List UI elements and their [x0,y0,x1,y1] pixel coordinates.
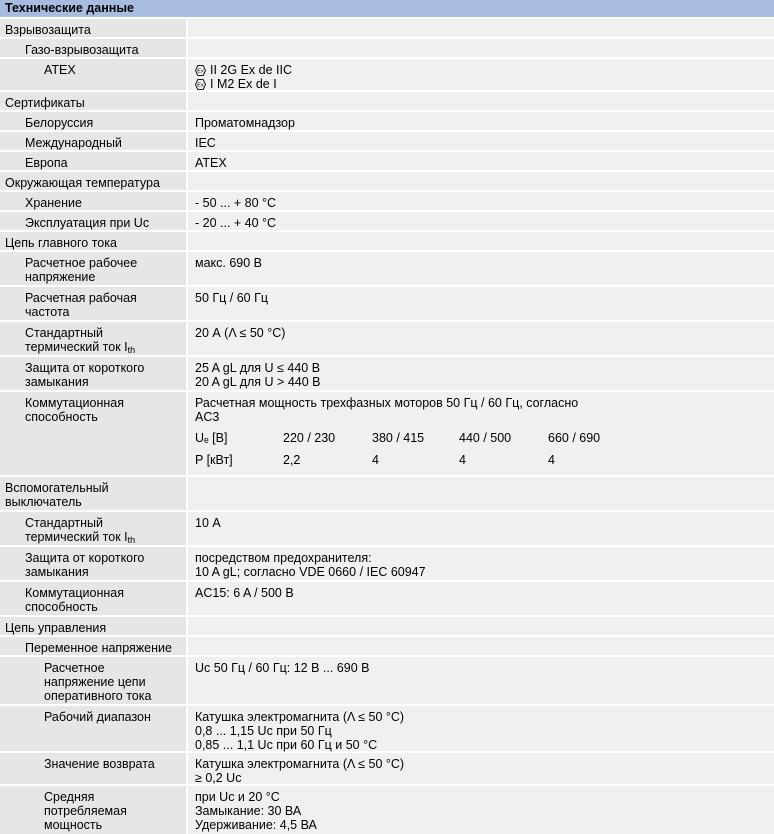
page-title-text: Технические данные [5,1,134,15]
thermal-current-label-2: термический ток I [25,340,128,354]
row-aux-thermal [0,512,774,545]
p-header: P [кВт] [195,453,233,467]
certificates-label: Сертификаты [5,96,85,110]
return-value-2: ≥ 0,2 Uc [195,771,242,785]
thermal-current-label-1: Стандартный [25,326,103,340]
atex-line2: I M2 Ex de I [210,77,277,91]
gas-ex-label: Газо-взрывозащита [25,43,139,57]
power-label-1: Средняя [44,790,95,804]
rated-voltage-label-1: Расчетное рабочее [25,256,138,270]
europe-label: Европа [25,156,68,170]
row-ac-voltage [0,637,774,655]
aux-switching-label-1: Коммутационная [25,586,124,600]
thermal-subscript: th [127,345,136,355]
switching-value-2: AC3 [195,410,220,424]
aux-switching-label-2: способность [25,600,98,614]
power-cell: 4 [548,453,555,467]
row-main-circuit [0,232,774,250]
voltage-cell: 380 / 415 [372,431,425,445]
row-control-circuit [0,617,774,635]
thermal-current-value: 20 А (Λ ≤ 50 °C) [195,326,286,340]
row-europe [0,152,774,170]
row-belarus [0,112,774,130]
power-table-voltage-row [188,427,774,447]
atex-label: ATEX [44,63,76,77]
voltage-cell: 220 / 230 [283,431,336,445]
aux-short-label-2: замыкания [25,565,89,579]
storage-label: Хранение [25,196,82,210]
aux-thermal-value: 10 А [195,516,221,530]
rated-frequency-value: 50 Гц / 60 Гц [195,291,269,305]
row-thermal-current [0,322,774,355]
ambient-label: Окружающая температура [5,176,160,190]
row-certificates [0,92,774,110]
operation-label: Эксплуатация при Uc [25,216,150,230]
row-atex [0,59,774,90]
control-rated-label-3: оперативного тока [44,689,152,703]
ac-voltage-label: Переменное напряжение [25,641,172,655]
short-circuit-value-2: 20 A gL для U > 440 В [195,375,321,389]
switching-label-2: способность [25,410,98,424]
control-rated-label-2: напряжение цепи [44,675,146,689]
international-label: Международный [25,136,122,150]
row-rated-voltage [0,252,774,285]
belarus-label: Белоруссия [25,116,94,130]
svg-text:Ex: Ex [197,68,204,75]
ex-hexagon-icon [195,65,206,76]
operating-range-value-2: 0,8 ... 1,15 Uc при 50 Гц [195,724,332,738]
voltage-cell: 660 / 690 [548,431,601,445]
control-rated-label-1: Расчетное [44,661,105,675]
aux-short-value-2: 10 A gL; согласно VDE 0660 / IEC 60947 [195,565,426,579]
control-circuit-label: Цепь управления [5,621,107,635]
power-cell: 4 [459,453,466,467]
aux-thermal-subscript: th [127,535,136,545]
row-operation [0,212,774,230]
row-aux-switching [0,582,774,615]
aux-short-value-1: посредством предохранителя: [195,551,372,565]
row-aux-short-circuit [0,547,774,580]
aux-thermal-label-1: Стандартный [25,516,103,530]
row-ambient [0,172,774,190]
aux-switch-label-2: выключатель [5,495,82,509]
short-circuit-value-1: 25 A gL для U ≤ 440 В [195,361,321,375]
aux-thermal-label-2: термический ток I [25,530,128,544]
row-control-rated-voltage [0,657,774,704]
row-power-consumption [0,786,774,834]
main-circuit-label: Цепь главного тока [5,236,117,250]
svg-text:Ex: Ex [197,82,204,89]
ex-hexagon-icon [195,79,206,90]
row-rated-frequency [0,287,774,320]
row-operating-range [0,706,774,751]
row-international [0,132,774,150]
power-value-1: при Uc и 20 °C [195,790,280,804]
return-value-label: Значение возврата [44,757,155,771]
row-ex-protection [0,19,774,37]
voltage-cell: 440 / 500 [459,431,512,445]
row-short-circuit [0,357,774,390]
row-aux-switch [0,477,774,510]
power-cell: 4 [372,453,379,467]
power-table-power-row [188,449,774,469]
international-value: IEC [195,136,216,150]
power-label-2: потребляемая [44,804,127,818]
operating-range-label: Рабочий диапазон [44,710,151,724]
power-value-3: Удерживание: 4,5 ВА [195,818,317,832]
ue-header: Uₑ [В] [195,431,228,445]
rated-voltage-value: макс. 690 В [195,256,263,270]
row-switching-capacity [0,392,774,475]
rated-frequency-label-1: Расчетная рабочая [25,291,137,305]
row-gas-ex [0,39,774,57]
power-label-3: мощность [44,818,103,832]
aux-short-label-1: Защита от короткого [25,551,145,565]
return-value-1: Катушка электромагнита (Λ ≤ 50 °C) [195,757,405,771]
ex-protection-label: Взрывозащита [5,23,91,37]
aux-switching-value: AC15: 6 A / 500 В [195,586,294,600]
operating-range-value-1: Катушка электромагнита (Λ ≤ 50 °C) [195,710,405,724]
operation-value: - 20 ... + 40 °C [195,216,277,230]
aux-switch-label-1: Вспомогательный [5,481,109,495]
power-cell: 2,2 [283,453,301,467]
rated-frequency-label-2: частота [25,305,70,319]
control-rated-value: Uc 50 Гц / 60 Гц: 12 В ... 690 В [195,661,370,675]
atex-line1: II 2G Ex de IIC [210,63,292,77]
short-circuit-label-1: Защита от короткого [25,361,145,375]
belarus-value: Проматомнадзор [195,116,295,130]
europe-value: ATEX [195,156,227,170]
page-title [0,0,774,17]
row-storage [0,192,774,210]
operating-range-value-3: 0,85 ... 1,1 Uc при 60 Гц и 50 °C [195,738,378,752]
rated-voltage-label-2: напряжение [25,270,96,284]
switching-label-1: Коммутационная [25,396,124,410]
short-circuit-label-2: замыкания [25,375,89,389]
storage-value: - 50 ... + 80 °C [195,196,277,210]
row-return-value [0,753,774,784]
power-value-2: Замыкание: 30 ВА [195,804,302,818]
switching-value-1: Расчетная мощность трехфазных моторов 50 Гц / 60 Гц, согласно [195,396,579,410]
